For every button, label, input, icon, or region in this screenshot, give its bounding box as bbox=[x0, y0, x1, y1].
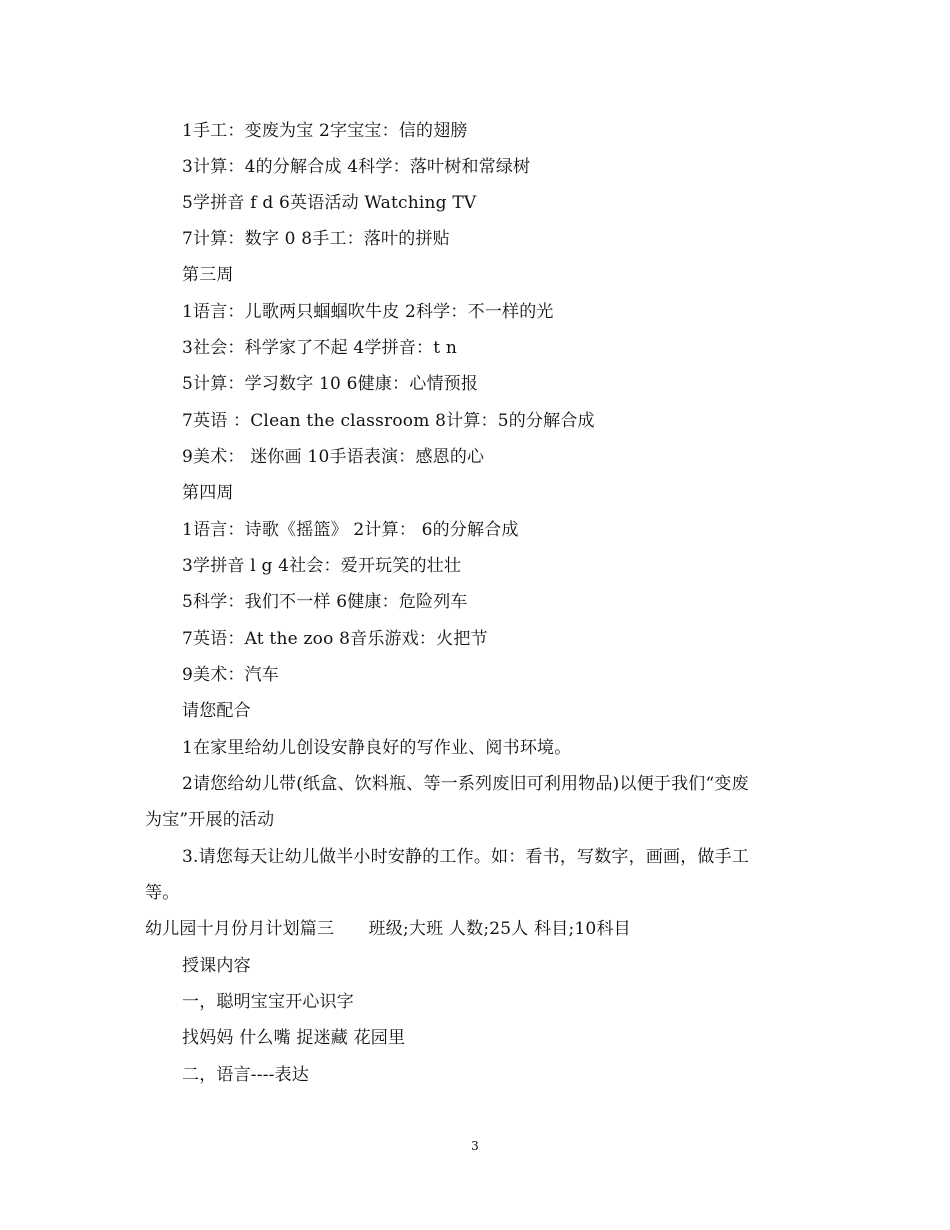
text-line: 二，语言----表达 bbox=[182, 1065, 309, 1085]
text-line: 1语言：诗歌《摇篮》 2计算： 6的分解合成 bbox=[182, 520, 519, 540]
text-line: 等。 bbox=[145, 883, 180, 903]
section-heading: 授课内容 bbox=[182, 956, 251, 976]
text-line: 一，聪明宝宝开心识字 bbox=[182, 992, 354, 1012]
section-heading: 请您配合 bbox=[182, 701, 251, 721]
section-heading: 第三周 bbox=[182, 265, 234, 285]
text-line: 1手工：变废为宝 2字宝宝：信的翅膀 bbox=[182, 121, 468, 141]
text-line: 1在家里给幼儿创设安静良好的写作业、阅书环境。 bbox=[182, 738, 572, 758]
article-title: 幼儿园十月份月计划篇三 班级;大班 人数;25人 科目;10科目 bbox=[145, 919, 631, 939]
text-line: 9美术： 迷你画 10手语表演：感恩的心 bbox=[182, 447, 485, 467]
text-line: 找妈妈 什么嘴 捉迷藏 花园里 bbox=[182, 1028, 406, 1048]
text-line: 5学拼音 f d 6英语活动 Watching TV bbox=[182, 193, 477, 213]
section-heading: 第四周 bbox=[182, 483, 234, 503]
text-line: 3学拼音 l g 4社会：爱开玩笑的壮壮 bbox=[182, 556, 462, 576]
text-line: 7计算：数字 0 8手工：落叶的拼贴 bbox=[182, 229, 450, 249]
text-line: 5科学：我们不一样 6健康：危险列车 bbox=[182, 592, 468, 612]
text-line: 3社会：科学家了不起 4学拼音：t n bbox=[182, 338, 458, 358]
text-line: 5计算：学习数字 10 6健康：心情预报 bbox=[182, 374, 479, 394]
text-line: 7英语 ：Clean the classroom 8计算：5的分解合成 bbox=[182, 411, 595, 431]
text-line: 3计算：4的分解合成 4科学：落叶树和常绿树 bbox=[182, 157, 531, 177]
text-line: 2请您给幼儿带(纸盒、饮料瓶、等一系列废旧可利用物品)以便于我们“变废 bbox=[182, 774, 749, 794]
page-number: 3 bbox=[471, 1139, 479, 1153]
text-line: 7英语：At the zoo 8音乐游戏：火把节 bbox=[182, 629, 488, 649]
text-line: 为宝”开展的活动 bbox=[145, 810, 275, 830]
text-line: 3.请您每天让幼儿做半小时安静的工作。如：看书，写数字，画画，做手工 bbox=[182, 847, 750, 867]
text-line: 9美术：汽车 bbox=[182, 665, 280, 685]
text-line: 1语言：儿歌两只蝈蝈吹牛皮 2科学：不一样的光 bbox=[182, 302, 554, 322]
